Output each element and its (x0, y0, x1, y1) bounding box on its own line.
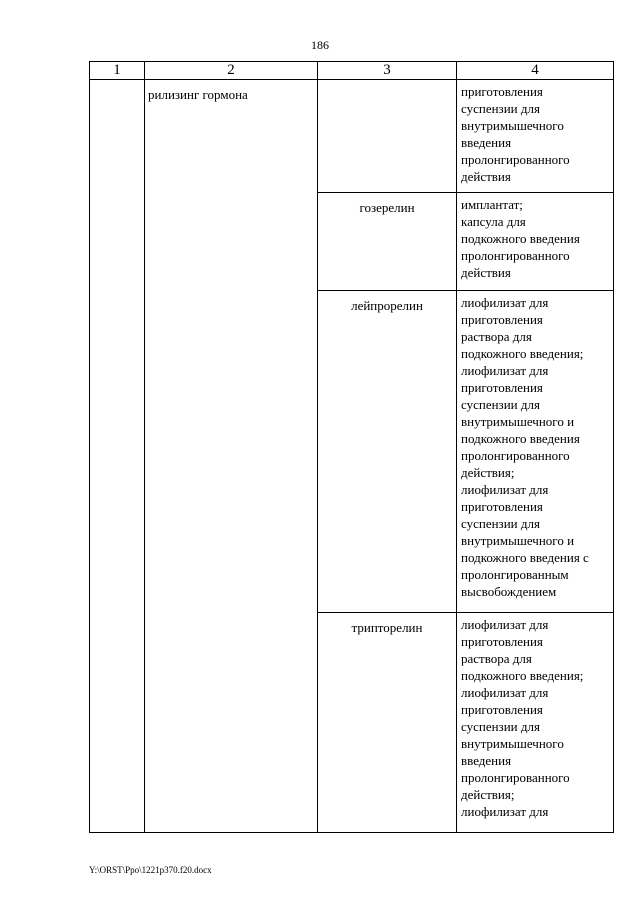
form-line: пролонгированного (461, 448, 570, 463)
form-line: имплантат; (461, 197, 523, 212)
page-number: 186 (311, 38, 329, 52)
form-line: высвобождением (461, 584, 557, 599)
substance-name (318, 80, 456, 86)
form-line: суспензии для (461, 719, 540, 734)
form-line: лиофилизат для (461, 363, 549, 378)
form-line: действия (461, 265, 511, 280)
form-line: суспензии для (461, 101, 540, 116)
form-line: лиофилизат для (461, 295, 549, 310)
substance-name: гозерелин (359, 200, 415, 215)
form-line: суспензии для (461, 397, 540, 412)
forms-list (457, 193, 613, 284)
header-cell-3: 3 (318, 62, 457, 80)
forms-cell (457, 291, 614, 613)
form-line: приготовления (461, 312, 543, 327)
code-cell (90, 80, 145, 833)
form-line: суспензии для (461, 516, 540, 531)
group-name: рилизинг гормона (148, 87, 248, 102)
header-cell-2: 2 (145, 62, 318, 80)
header-cell-4: 4 (457, 62, 614, 80)
form-line: подкожного введения (461, 231, 580, 246)
form-line: действия; (461, 787, 515, 802)
form-line: введения (461, 753, 512, 768)
substance-cell (318, 80, 457, 193)
form-line: введения (461, 135, 512, 150)
substance-name: трипторелин (351, 620, 423, 635)
forms-cell (457, 193, 614, 291)
substance-name: лейпрорелин (351, 298, 423, 313)
header-cell-1: 1 (90, 62, 145, 80)
form-line: приготовления (461, 702, 543, 717)
substance-cell (318, 613, 457, 833)
form-line: раствора для (461, 329, 532, 344)
forms-list (457, 613, 613, 823)
form-line: подкожного введения; (461, 346, 584, 361)
form-line: внутримышечного и (461, 533, 575, 548)
form-line: внутримышечного (461, 118, 564, 133)
form-line: пролонгированного (461, 248, 570, 263)
forms-cell (457, 613, 614, 833)
form-line: приготовления (461, 380, 543, 395)
form-line: внутримышечного (461, 736, 564, 751)
file-path-footer: Y:\ORST\Ppo\1221p370.f20.docx (89, 865, 212, 875)
form-line: лиофилизат для (461, 685, 549, 700)
forms-list (457, 80, 613, 188)
form-line: приготовления (461, 84, 543, 99)
form-line: действия (461, 169, 511, 184)
substance-cell (318, 193, 457, 291)
form-line: подкожного введения (461, 431, 580, 446)
form-line: пролонгированного (461, 770, 570, 785)
form-line: пролонгированного (461, 152, 570, 167)
substance-cell (318, 291, 457, 613)
form-line: внутримышечного и (461, 414, 575, 429)
form-line: капсула для (461, 214, 526, 229)
form-line: лиофилизат для (461, 804, 549, 819)
form-line: приготовления (461, 499, 543, 514)
form-line: пролонгированным (461, 567, 569, 582)
form-line: подкожного введения; (461, 668, 584, 683)
group-cell (145, 80, 318, 833)
form-line: раствора для (461, 651, 532, 666)
forms-cell (457, 80, 614, 193)
form-line: приготовления (461, 634, 543, 649)
form-line: лиофилизат для (461, 617, 549, 632)
form-line: лиофилизат для (461, 482, 549, 497)
table-header-row (90, 62, 614, 80)
drug-table (89, 61, 614, 833)
form-line: действия; (461, 465, 515, 480)
form-line: подкожного введения с (461, 550, 589, 565)
forms-list (457, 291, 613, 603)
table-row (90, 80, 614, 193)
